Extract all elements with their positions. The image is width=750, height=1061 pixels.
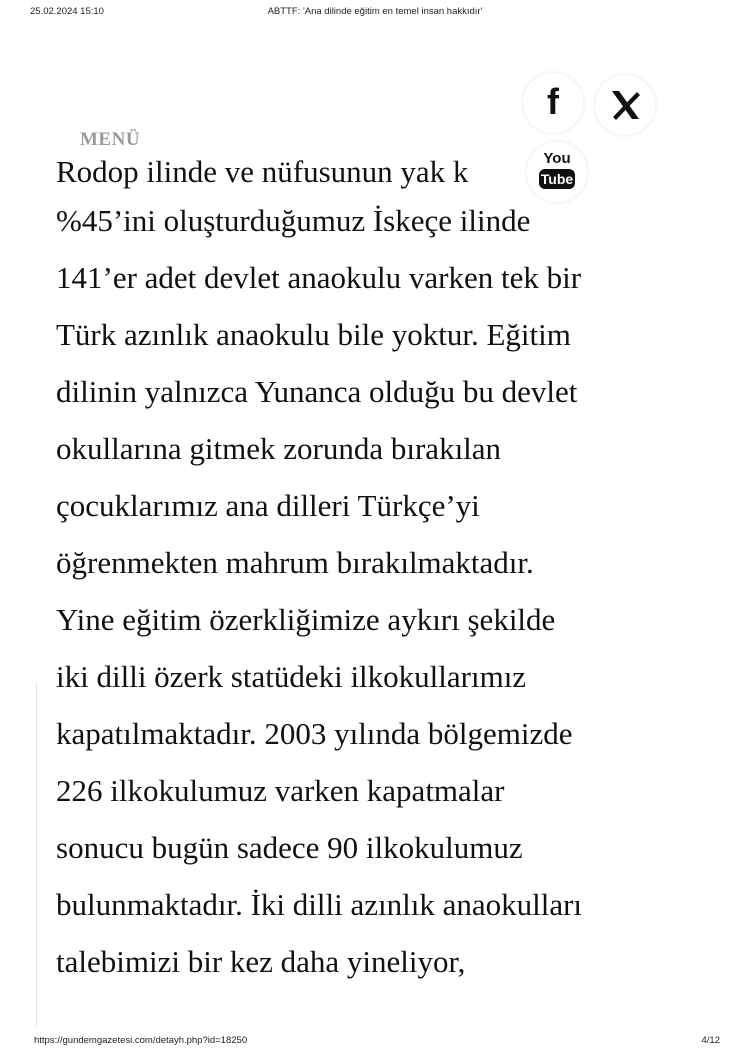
article-line: öğrenmekten mahrum bırakılmaktadır. <box>56 545 534 580</box>
article-partial-line: Rodop ilinde ve nüfusunun yak k <box>56 160 469 189</box>
print-page-title: ABTTF: 'Ana dilinde eğitim en temel insan hakkıdır' <box>267 6 483 17</box>
article-line: çocuklarımız ana dilleri Türkçe’yi <box>56 488 480 523</box>
youtube-tube-badge: Tube <box>540 171 574 187</box>
facebook-button[interactable] <box>523 73 583 133</box>
print-datetime: 25.02.2024 15:10 <box>30 6 104 17</box>
article-line: Yine eğitim özerkliğimize aykırı şekilde <box>56 602 556 637</box>
print-footer <box>0 1035 750 1051</box>
article-line: sonucu bugün sadece 90 ilkokulumuz <box>56 830 523 865</box>
left-divider <box>36 682 37 1028</box>
article-line: 141’er adet devlet anaokulu varken tek bir <box>56 260 582 295</box>
print-header <box>0 6 750 22</box>
youtube-icon: You <box>543 150 571 167</box>
menu-button[interactable]: MENÜ <box>80 129 141 150</box>
page-counter: 4/12 <box>701 1035 720 1046</box>
article-line: Türk azınlık anaokulu bile yoktur. Eğitim <box>56 317 571 352</box>
article-line: 226 ilkokulumuz varken kapatmalar <box>56 773 505 808</box>
article-line: talebimizi bir kez daha yineliyor, <box>56 944 466 979</box>
article-line: bulunmaktadır. İki dilli azınlık anaokulları <box>56 887 583 922</box>
article-line: kapatılmaktadır. 2003 yılında bölgemizde <box>56 716 573 751</box>
x-twitter-button[interactable] <box>595 75 655 135</box>
print-url: https://gundemgazetesi.com/detayh.php?id=18250 <box>34 1035 248 1046</box>
article-line: okullarına gitmek zorunda bırakılan <box>56 431 502 466</box>
article-line: iki dilli özerk statüdeki ilkokullarımız <box>56 659 527 694</box>
article-line: %45’ini oluşturduğumuz İskeçe ilinde <box>56 203 531 238</box>
facebook-icon: f <box>547 81 559 122</box>
article-body <box>56 160 736 990</box>
article-line: dilinin yalnızca Yunanca olduğu bu devlet <box>56 374 578 409</box>
